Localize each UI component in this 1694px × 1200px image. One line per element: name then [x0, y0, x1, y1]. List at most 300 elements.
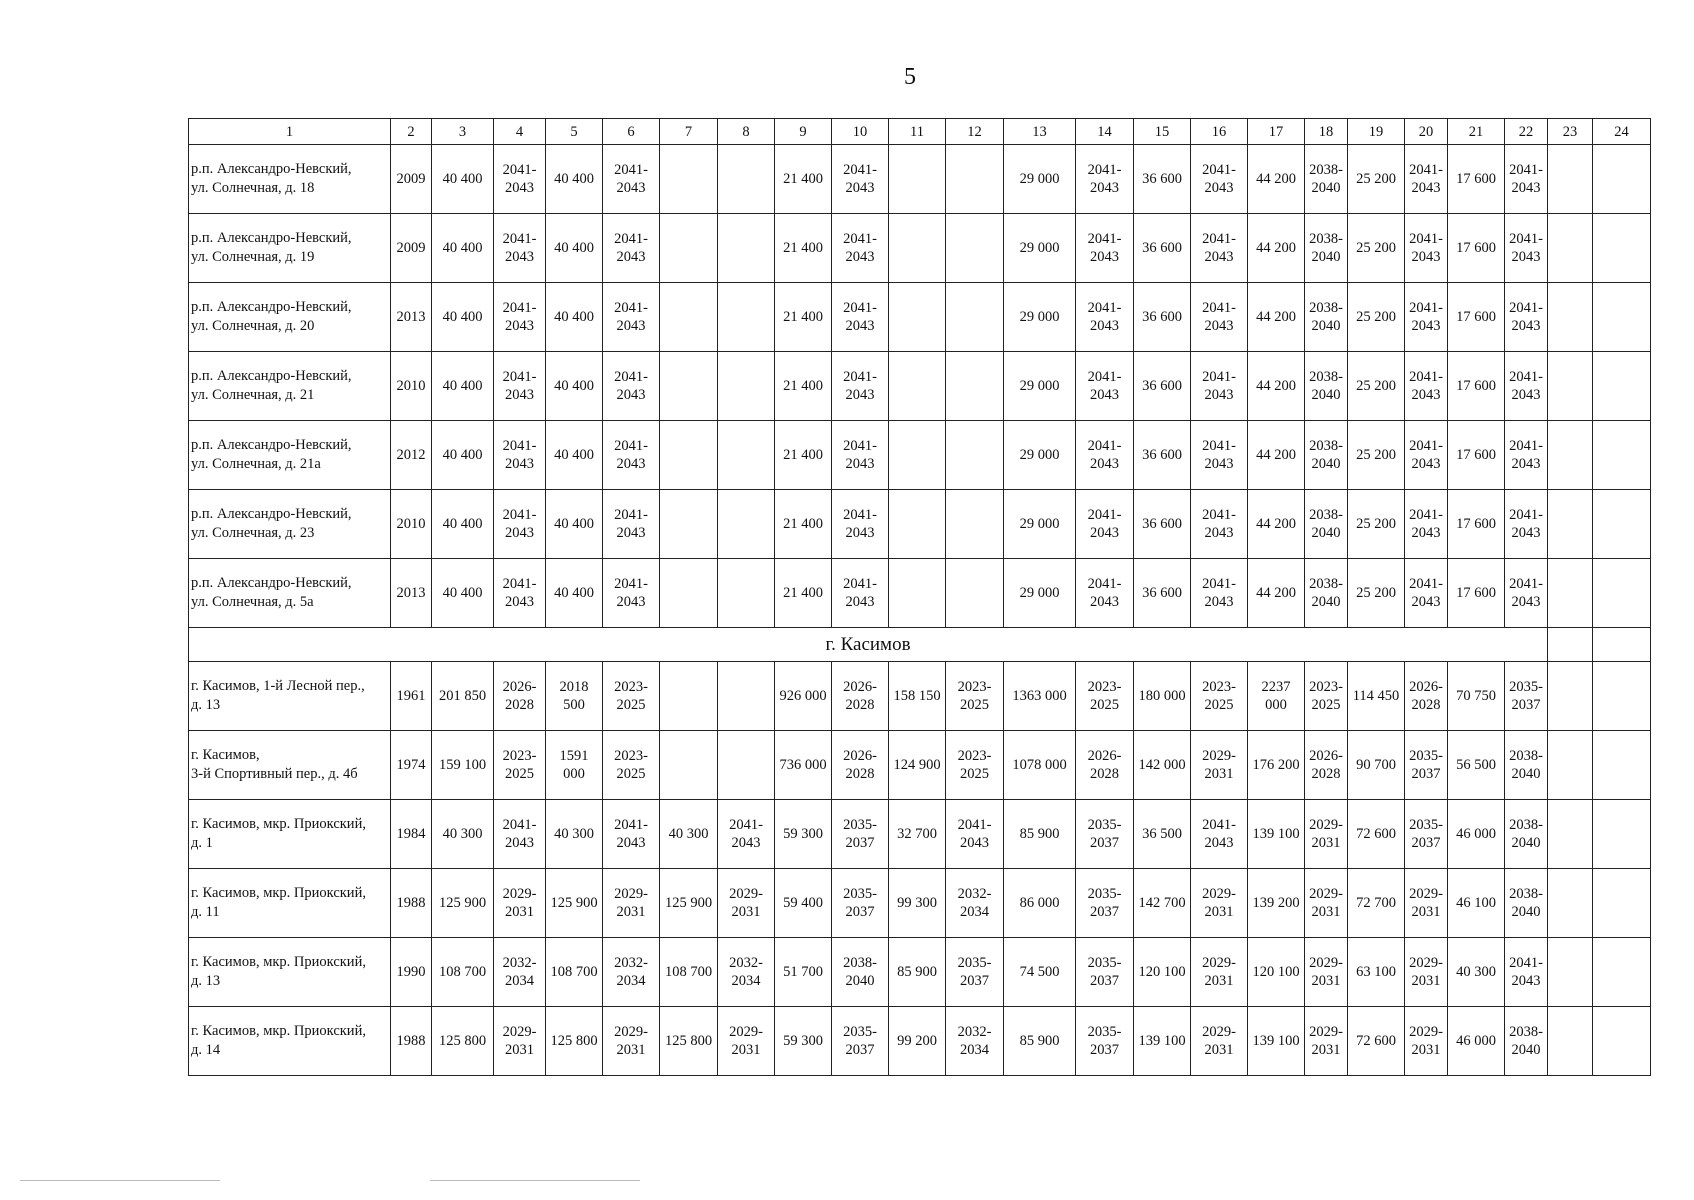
table-row — [189, 145, 1651, 214]
table-cell: 2035- 2037 — [1076, 869, 1134, 938]
table-cell — [946, 490, 1004, 559]
column-header: 18 — [1305, 119, 1348, 145]
table-cell: 2010 — [391, 352, 432, 421]
table-cell: 2041- 2043 — [1076, 145, 1134, 214]
table-cell: 1591 000 — [546, 731, 603, 800]
table-cell — [1548, 869, 1593, 938]
table-cell: 44 200 — [1248, 559, 1305, 628]
table-cell: 2041- 2043 — [494, 490, 546, 559]
table-cell — [718, 214, 775, 283]
table-cell: 2038- 2040 — [832, 938, 889, 1007]
table-cell: 63 100 — [1348, 938, 1405, 1007]
table-cell: 2041- 2043 — [603, 283, 660, 352]
table-cell: 2038- 2040 — [1505, 731, 1548, 800]
table-row — [189, 938, 1651, 1007]
column-header: 8 — [718, 119, 775, 145]
table-cell — [660, 731, 718, 800]
column-header: 20 — [1405, 119, 1448, 145]
table-cell: 2035- 2037 — [832, 1007, 889, 1076]
table-cell: 21 400 — [775, 559, 832, 628]
table-cell — [660, 421, 718, 490]
table-cell: 36 600 — [1134, 283, 1191, 352]
address-cell: р.п. Александро-Невский, ул. Солнечная, д. 23 — [189, 490, 391, 559]
table-cell: 86 000 — [1004, 869, 1076, 938]
table-cell: 2009 — [391, 214, 432, 283]
table-cell — [1593, 421, 1651, 490]
table-cell: 2041- 2043 — [1505, 938, 1548, 1007]
table-cell — [1548, 352, 1593, 421]
table-cell — [1548, 559, 1593, 628]
table-cell: 2029- 2031 — [1191, 938, 1248, 1007]
table-cell: 201 850 — [432, 662, 494, 731]
table-cell: 2041- 2043 — [1191, 559, 1248, 628]
table-cell: 21 400 — [775, 145, 832, 214]
table-cell — [1548, 662, 1593, 731]
table-cell: 25 200 — [1348, 559, 1405, 628]
table-cell: 29 000 — [1004, 214, 1076, 283]
table-cell: 2023- 2025 — [1191, 662, 1248, 731]
table-cell: 2029- 2031 — [718, 869, 775, 938]
table-cell — [718, 490, 775, 559]
table-cell — [1593, 559, 1651, 628]
table-cell — [718, 352, 775, 421]
table-cell: 2041- 2043 — [1191, 145, 1248, 214]
table-cell: 2041- 2043 — [1191, 800, 1248, 869]
table-cell: 25 200 — [1348, 283, 1405, 352]
table-cell: 2041- 2043 — [1405, 559, 1448, 628]
table-cell: 40 400 — [432, 421, 494, 490]
table-cell: 2035- 2037 — [1076, 938, 1134, 1007]
table-cell: 2041- 2043 — [1405, 421, 1448, 490]
table-cell — [946, 559, 1004, 628]
table-cell — [718, 421, 775, 490]
table-cell: 40 400 — [546, 352, 603, 421]
column-header: 23 — [1548, 119, 1593, 145]
table-cell: 40 400 — [546, 283, 603, 352]
table-cell: 2038- 2040 — [1505, 800, 1548, 869]
table-cell: 2035- 2037 — [1405, 800, 1448, 869]
table-cell: 2032- 2034 — [603, 938, 660, 1007]
table-cell: 2041- 2043 — [603, 421, 660, 490]
table-cell: 2041- 2043 — [1505, 559, 1548, 628]
table-cell: 139 200 — [1248, 869, 1305, 938]
table-cell: 17 600 — [1448, 559, 1505, 628]
table-cell: 2041- 2043 — [946, 800, 1004, 869]
table-cell: 17 600 — [1448, 352, 1505, 421]
table-cell: 2041- 2043 — [832, 352, 889, 421]
address-cell: г. Касимов, мкр. Приокский, д. 13 — [189, 938, 391, 1007]
table-cell: 72 600 — [1348, 800, 1405, 869]
table-cell: 736 000 — [775, 731, 832, 800]
table-cell: 2032- 2034 — [946, 1007, 1004, 1076]
table-cell: 1078 000 — [1004, 731, 1076, 800]
table-cell: 59 300 — [775, 800, 832, 869]
table-cell: 2041- 2043 — [1076, 559, 1134, 628]
table-cell: 2041- 2043 — [494, 559, 546, 628]
table-cell — [889, 283, 946, 352]
table-cell: 2026- 2028 — [494, 662, 546, 731]
table-cell: 25 200 — [1348, 145, 1405, 214]
table-cell: 44 200 — [1248, 283, 1305, 352]
table-cell: 2026- 2028 — [832, 731, 889, 800]
table-cell: 36 600 — [1134, 352, 1191, 421]
table-cell: 2023- 2025 — [494, 731, 546, 800]
table-cell — [889, 145, 946, 214]
table-cell: 2041- 2043 — [1505, 352, 1548, 421]
address-cell: р.п. Александро-Невский, ул. Солнечная, д. 19 — [189, 214, 391, 283]
table-cell: 2029- 2031 — [1405, 869, 1448, 938]
table-cell: 2023- 2025 — [1076, 662, 1134, 731]
table-cell — [1593, 938, 1651, 1007]
table-cell: 40 400 — [432, 490, 494, 559]
table-cell: 2029- 2031 — [1405, 938, 1448, 1007]
table-cell: 2029- 2031 — [718, 1007, 775, 1076]
table-cell — [718, 145, 775, 214]
table-cell: 2041- 2043 — [832, 490, 889, 559]
table-cell: 2041- 2043 — [832, 214, 889, 283]
table-cell: 2023- 2025 — [603, 731, 660, 800]
table-cell: 59 400 — [775, 869, 832, 938]
table-cell: 2023- 2025 — [1305, 662, 1348, 731]
table-cell: 29 000 — [1004, 145, 1076, 214]
table-cell: 125 800 — [546, 1007, 603, 1076]
table-cell: 2018 500 — [546, 662, 603, 731]
table-cell: 46 000 — [1448, 800, 1505, 869]
table-cell: 36 500 — [1134, 800, 1191, 869]
table-cell — [889, 559, 946, 628]
table-body — [189, 119, 1651, 1076]
table-row — [189, 214, 1651, 283]
table-cell: 2026- 2028 — [1076, 731, 1134, 800]
table-cell: 2041- 2043 — [718, 800, 775, 869]
table-cell: 2038- 2040 — [1305, 352, 1348, 421]
address-cell: р.п. Александро-Невский, ул. Солнечная, д. 18 — [189, 145, 391, 214]
table-cell: 36 600 — [1134, 214, 1191, 283]
table-cell: 21 400 — [775, 490, 832, 559]
table-cell — [1593, 214, 1651, 283]
table-cell — [660, 559, 718, 628]
table-cell: 2023- 2025 — [946, 731, 1004, 800]
table-cell: 85 900 — [889, 938, 946, 1007]
table-cell: 2041- 2043 — [1076, 283, 1134, 352]
table-cell: 2041- 2043 — [832, 145, 889, 214]
table-cell: 1984 — [391, 800, 432, 869]
table-cell: 2041- 2043 — [1405, 145, 1448, 214]
table-cell — [1548, 421, 1593, 490]
table-cell: 926 000 — [775, 662, 832, 731]
table-cell: 2038- 2040 — [1305, 490, 1348, 559]
table-cell — [1548, 214, 1593, 283]
table-cell: 2041- 2043 — [1191, 214, 1248, 283]
table-cell: 120 100 — [1248, 938, 1305, 1007]
column-header: 4 — [494, 119, 546, 145]
table-row — [189, 662, 1651, 731]
table-cell: 125 800 — [432, 1007, 494, 1076]
table-cell: 2035- 2037 — [946, 938, 1004, 1007]
table-cell: 2041- 2043 — [1076, 214, 1134, 283]
address-cell: р.п. Александро-Невский, ул. Солнечная, д. 5а — [189, 559, 391, 628]
table-cell: 2041- 2043 — [1191, 421, 1248, 490]
table-cell: 70 750 — [1448, 662, 1505, 731]
table-cell: 36 600 — [1134, 421, 1191, 490]
table-cell: 2010 — [391, 490, 432, 559]
table-row — [189, 559, 1651, 628]
table-cell — [1548, 1007, 1593, 1076]
table-cell: 46 100 — [1448, 869, 1505, 938]
table-cell: 2032- 2034 — [494, 938, 546, 1007]
table-cell: 2035- 2037 — [832, 869, 889, 938]
table-cell: 40 300 — [432, 800, 494, 869]
table-cell: 2041- 2043 — [494, 283, 546, 352]
table-cell: 40 400 — [432, 352, 494, 421]
table-cell: 1988 — [391, 869, 432, 938]
table-cell: 2009 — [391, 145, 432, 214]
table-cell: 44 200 — [1248, 214, 1305, 283]
table-cell: 2041- 2043 — [1505, 214, 1548, 283]
table-cell: 2041- 2043 — [1191, 352, 1248, 421]
table-cell: 1988 — [391, 1007, 432, 1076]
table-cell — [1548, 938, 1593, 1007]
table-cell: 21 400 — [775, 283, 832, 352]
table-cell: 2029- 2031 — [1191, 869, 1248, 938]
table-cell: 29 000 — [1004, 490, 1076, 559]
table-cell: 29 000 — [1004, 283, 1076, 352]
address-cell: р.п. Александро-Невский, ул. Солнечная, д. 20 — [189, 283, 391, 352]
column-header: 16 — [1191, 119, 1248, 145]
scan-artifact — [20, 1180, 220, 1181]
table-cell: 36 600 — [1134, 490, 1191, 559]
table-cell: 40 400 — [546, 214, 603, 283]
table-cell: 74 500 — [1004, 938, 1076, 1007]
table-cell: 17 600 — [1448, 283, 1505, 352]
table-cell: 2041- 2043 — [1505, 145, 1548, 214]
table-cell: 2029- 2031 — [1191, 731, 1248, 800]
address-cell: р.п. Александро-Невский, ул. Солнечная, д. 21а — [189, 421, 391, 490]
table-cell — [946, 214, 1004, 283]
table-cell: 2032- 2034 — [946, 869, 1004, 938]
address-cell: г. Касимов, 1-й Лесной пер., д. 13 — [189, 662, 391, 731]
table-cell: 44 200 — [1248, 352, 1305, 421]
address-cell: г. Касимов, мкр. Приокский, д. 14 — [189, 1007, 391, 1076]
table-cell: 2237 000 — [1248, 662, 1305, 731]
table-cell: 46 000 — [1448, 1007, 1505, 1076]
table-cell: 2029- 2031 — [1305, 938, 1348, 1007]
column-header: 10 — [832, 119, 889, 145]
table-cell: 25 200 — [1348, 421, 1405, 490]
table-cell: 2038- 2040 — [1305, 559, 1348, 628]
table-cell — [660, 214, 718, 283]
table-cell — [1593, 731, 1651, 800]
table-cell — [660, 662, 718, 731]
table-cell: 21 400 — [775, 352, 832, 421]
table-cell — [1593, 145, 1651, 214]
column-header: 9 — [775, 119, 832, 145]
table-cell: 2035- 2037 — [1076, 800, 1134, 869]
table-cell: 2035- 2037 — [832, 800, 889, 869]
table-cell: 40 400 — [546, 145, 603, 214]
table-cell: 85 900 — [1004, 800, 1076, 869]
table-cell — [1593, 662, 1651, 731]
scan-artifact — [430, 1180, 640, 1181]
table-cell: 17 600 — [1448, 490, 1505, 559]
table-cell: 2041- 2043 — [1505, 421, 1548, 490]
table-cell: 2041- 2043 — [603, 559, 660, 628]
table-cell: 2041- 2043 — [1405, 352, 1448, 421]
table-cell — [1548, 628, 1593, 662]
table-cell: 1363 000 — [1004, 662, 1076, 731]
table-cell: 25 200 — [1348, 490, 1405, 559]
table-cell: 36 600 — [1134, 145, 1191, 214]
table-cell — [946, 421, 1004, 490]
table-cell: 56 500 — [1448, 731, 1505, 800]
table-cell — [889, 214, 946, 283]
table-row — [189, 421, 1651, 490]
table-cell: 2041- 2043 — [494, 214, 546, 283]
table-cell: 2038- 2040 — [1505, 869, 1548, 938]
table-cell: 2038- 2040 — [1505, 1007, 1548, 1076]
column-header: 5 — [546, 119, 603, 145]
table-cell: 158 150 — [889, 662, 946, 731]
table-cell: 17 600 — [1448, 421, 1505, 490]
table-cell — [1593, 628, 1651, 662]
table-cell — [660, 490, 718, 559]
table-cell: 1974 — [391, 731, 432, 800]
table-cell: 2035- 2037 — [1405, 731, 1448, 800]
table-cell: 2041- 2043 — [603, 490, 660, 559]
table-cell: 40 400 — [546, 490, 603, 559]
table-cell: 32 700 — [889, 800, 946, 869]
column-header: 6 — [603, 119, 660, 145]
table-cell: 2041- 2043 — [1405, 490, 1448, 559]
table-cell: 29 000 — [1004, 352, 1076, 421]
table-cell: 114 450 — [1348, 662, 1405, 731]
table-cell: 85 900 — [1004, 1007, 1076, 1076]
address-cell: г. Касимов, 3-й Спортивный пер., д. 4б — [189, 731, 391, 800]
table-cell — [1593, 800, 1651, 869]
table-cell: 2023- 2025 — [603, 662, 660, 731]
column-header: 13 — [1004, 119, 1076, 145]
table-cell — [1548, 800, 1593, 869]
column-header: 7 — [660, 119, 718, 145]
table-cell — [1593, 490, 1651, 559]
table-cell: 142 000 — [1134, 731, 1191, 800]
column-header: 3 — [432, 119, 494, 145]
table-cell: 29 000 — [1004, 559, 1076, 628]
table-cell: 25 200 — [1348, 352, 1405, 421]
table-cell — [889, 490, 946, 559]
table-cell: 124 900 — [889, 731, 946, 800]
table-cell: 2026- 2028 — [1305, 731, 1348, 800]
table-cell — [889, 421, 946, 490]
table-cell — [1548, 145, 1593, 214]
table-cell — [946, 352, 1004, 421]
table-cell: 44 200 — [1248, 145, 1305, 214]
table-cell: 59 300 — [775, 1007, 832, 1076]
table-cell: 2041- 2043 — [832, 559, 889, 628]
table-cell: 2038- 2040 — [1305, 283, 1348, 352]
table-cell: 139 100 — [1248, 800, 1305, 869]
column-header: 14 — [1076, 119, 1134, 145]
table-cell: 125 900 — [546, 869, 603, 938]
table-cell: 40 400 — [432, 283, 494, 352]
table-row — [189, 352, 1651, 421]
address-cell: г. Касимов, мкр. Приокский, д. 1 — [189, 800, 391, 869]
table-cell: 40 300 — [546, 800, 603, 869]
table-cell: 44 200 — [1248, 490, 1305, 559]
table-cell: 51 700 — [775, 938, 832, 1007]
table-cell: 2032- 2034 — [718, 938, 775, 1007]
table-cell: 180 000 — [1134, 662, 1191, 731]
table-cell: 142 700 — [1134, 869, 1191, 938]
table-cell: 40 400 — [546, 559, 603, 628]
table-cell: 2029- 2031 — [1305, 869, 1348, 938]
table-cell — [1593, 283, 1651, 352]
table-cell — [718, 662, 775, 731]
table-cell: 2041- 2043 — [1191, 490, 1248, 559]
table-cell: 25 200 — [1348, 214, 1405, 283]
table-cell: 125 900 — [432, 869, 494, 938]
table-cell: 72 700 — [1348, 869, 1405, 938]
table-cell: 2041- 2043 — [603, 352, 660, 421]
table-cell — [660, 352, 718, 421]
table-cell: 2041- 2043 — [1405, 214, 1448, 283]
table-header-row — [189, 119, 1651, 145]
table-cell — [660, 145, 718, 214]
table-cell: 159 100 — [432, 731, 494, 800]
table-cell: 2012 — [391, 421, 432, 490]
table-cell: 90 700 — [1348, 731, 1405, 800]
table-cell: 2041- 2043 — [1076, 490, 1134, 559]
table-row — [189, 283, 1651, 352]
table-cell — [946, 145, 1004, 214]
table-cell: 99 200 — [889, 1007, 946, 1076]
column-header: 22 — [1505, 119, 1548, 145]
table-cell: 17 600 — [1448, 145, 1505, 214]
table-cell — [946, 283, 1004, 352]
table-row — [189, 800, 1651, 869]
section-title: г. Касимов — [189, 628, 1548, 662]
table-cell: 139 100 — [1134, 1007, 1191, 1076]
column-header: 24 — [1593, 119, 1651, 145]
table-cell: 2041- 2043 — [494, 352, 546, 421]
table-cell: 36 600 — [1134, 559, 1191, 628]
section-row — [189, 628, 1651, 662]
table-cell: 21 400 — [775, 421, 832, 490]
page-number: 5 — [904, 64, 916, 90]
table-cell: 2041- 2043 — [832, 421, 889, 490]
table-cell: 40 400 — [432, 559, 494, 628]
table-cell: 1990 — [391, 938, 432, 1007]
table-cell: 2029- 2031 — [494, 1007, 546, 1076]
table-cell: 2041- 2043 — [494, 421, 546, 490]
table-cell — [1548, 731, 1593, 800]
table-cell — [1593, 1007, 1651, 1076]
table-cell — [1548, 490, 1593, 559]
column-header: 15 — [1134, 119, 1191, 145]
table-cell: 2041- 2043 — [603, 800, 660, 869]
table-cell: 2041- 2043 — [494, 145, 546, 214]
table-cell: 2041- 2043 — [494, 800, 546, 869]
table-cell — [660, 283, 718, 352]
table-cell: 2038- 2040 — [1305, 421, 1348, 490]
table-cell: 2035- 2037 — [1505, 662, 1548, 731]
table-cell — [718, 731, 775, 800]
table-cell: 17 600 — [1448, 214, 1505, 283]
table-cell: 2013 — [391, 559, 432, 628]
table-cell: 1961 — [391, 662, 432, 731]
table-row — [189, 869, 1651, 938]
table-cell — [718, 283, 775, 352]
